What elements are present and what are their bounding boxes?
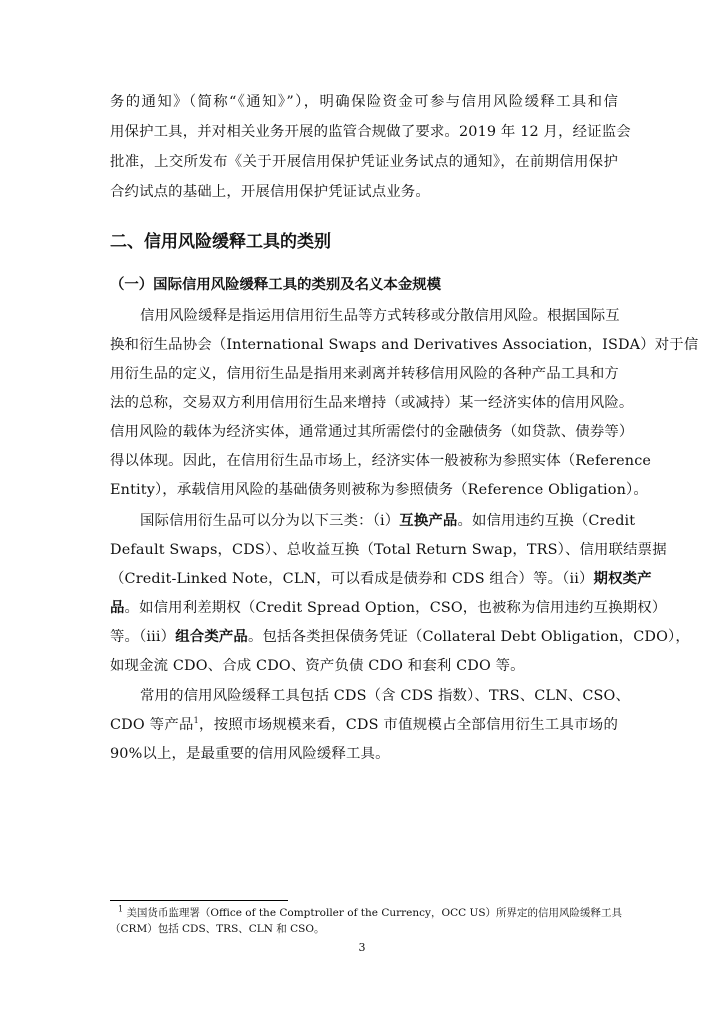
para1-line-2: 换和衍生品协会（International Swaps and Derivatives Association，ISDA）对于信 (110, 337, 699, 353)
para2-line-4 (110, 598, 667, 618)
intro-line-2: 用保护工具，并对相关业务开展的监管合规做了要求。2019 年 12 月，经证监会 (110, 124, 631, 140)
footnote-line-2: （CRM）包括 CDS、TRS、CLN 和 CSO。 (110, 923, 325, 935)
para2-text: （Credit-Linked Note，CLN，可以看成是债券和 CDS 组合）等。（ii） (110, 571, 594, 587)
para2-text: 。如信用利差期权（Credit Spread Option，CSO，也被称为信用违约互换期权） (124, 600, 667, 616)
para1-line-7: Entity），承载信用风险的基础债务则被称为参照债务（Reference Obligation）。 (110, 482, 648, 498)
para2-line-2: Default Swaps，CDS）、总收益互换（Total Return Swap，TRS）、信用联结票据 (110, 542, 667, 558)
para1-line-3: 用衍生品的定义，信用衍生品是指用来剥离并转移信用风险的各种产品工具和方 (110, 366, 619, 382)
page-number: 3 (358, 941, 366, 954)
section-title: 二、信用风险缓释工具的类别 (110, 232, 331, 252)
para2-text: 。如信用违约互换（Credit (457, 513, 636, 529)
footnote-line-1 (118, 904, 623, 921)
footnote-marker: 1 (118, 904, 124, 914)
para3-line-2 (110, 715, 618, 735)
term-swap-products: 互换产品 (399, 513, 458, 529)
para2-line-3 (110, 569, 652, 589)
para3-line-3: 90%以上，是最重要的信用风险缓释工具。 (110, 746, 390, 762)
intro-line-3: 批准，上交所发布《关于开展信用保护凭证业务试点的通知》，在前期信用保护 (110, 154, 618, 170)
term-option-products-end: 品 (110, 600, 125, 616)
para3-line-1: 常用的信用风险缓释工具包括 CDS（含 CDS 指数）、TRS、CLN、CSO、 (140, 688, 631, 704)
para2-line-1 (140, 511, 636, 531)
term-option-products: 期权类产 (593, 571, 652, 587)
para2-text: 国际信用衍生品可以分为以下三类：（i） (140, 513, 400, 529)
para1-line-6: 得以体现。因此，在信用衍生品市场上，经济实体一般被称为参照实体（Reference (110, 453, 652, 469)
intro-line-1: 务的通知》（简称“《通知》”），明确保险资金可参与信用风险缓释工具和信 (110, 94, 618, 110)
para1-line-4: 法的总称，交易双方利用信用衍生品来增持（或减持）某一经济实体的信用风险。 (110, 395, 634, 411)
intro-line-4: 合约试点的基础上，开展信用保护凭证试点业务。 (110, 184, 430, 200)
para2-text: 等。（iii） (110, 629, 176, 645)
footnote-text: 美国货币监理署（Office of the Comptroller of the Currency，OCC US）所界定的信用风险缓释工具 (126, 907, 623, 919)
para3-text: ，按照市场规模来看，CDS 市值规模占全部信用衍生工具市场的 (198, 717, 618, 733)
para1-line-1: 信用风险缓释是指运用信用衍生品等方式转移或分散信用风险。根据国际互 (140, 308, 620, 324)
para3-text: CDO 等产品 (110, 717, 194, 733)
para2-line-6: 如现金流 CDO、合成 CDO、资产负债 CDO 和套利 CDO 等。 (110, 658, 525, 674)
footnote-ref: 1 (193, 716, 199, 726)
term-composite-products: 组合类产品 (175, 629, 248, 645)
footnote-divider (110, 900, 288, 901)
para1-line-5: 信用风险的载体为经济实体，通常通过其所需偿付的金融债务（如贷款、债券等） (110, 424, 634, 440)
subsection-title: （一）国际信用风险缓释工具的类别及名义本金规模 (110, 277, 441, 293)
para2-text: 。包括各类担保债务凭证（Collateral Debt Obligation，CDO）， (247, 629, 690, 645)
para2-line-5 (110, 627, 690, 647)
